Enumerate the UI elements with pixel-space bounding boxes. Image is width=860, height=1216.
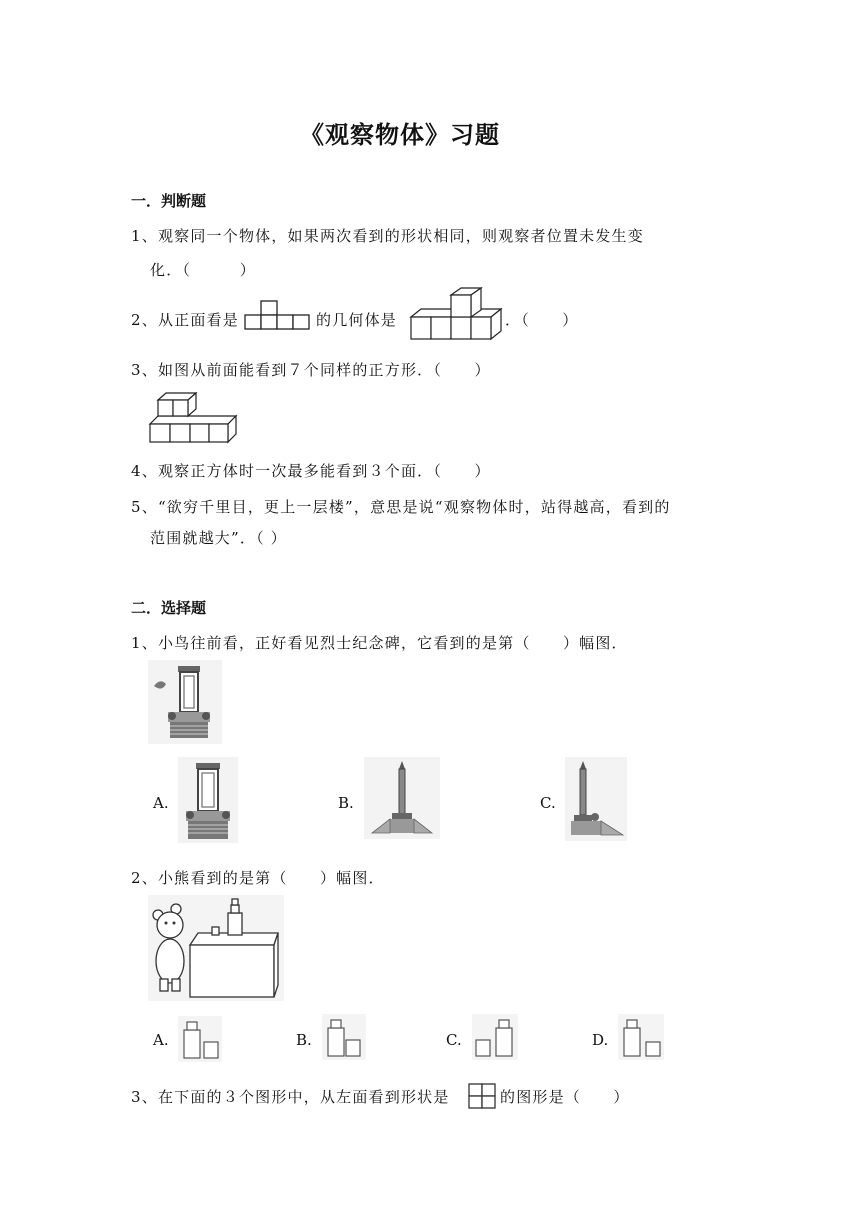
q2-option-d-label: D. [592, 1031, 609, 1049]
stacked-cubes-figure [404, 287, 504, 341]
choice-question-1: 1、小鸟往前看，正好看见烈士纪念碑，它看到的是第（ ）幅图． [131, 634, 628, 652]
q2-option-b-view [322, 1014, 366, 1060]
page-title: 《观察物体》习题 [300, 120, 500, 149]
question-1-line-1: 1、观察同一个物体，如果两次看到的形状相同，则观察者位置未发生变 [131, 227, 644, 245]
bird-and-monument-image [148, 660, 222, 744]
section-heading-true-false: 一．判断题 [131, 192, 207, 210]
question-2-suffix: ．（ ） [505, 311, 579, 329]
front-view-figure [244, 300, 312, 330]
question-3: 3、如图从前面能看到７个同样的正方形．（ ） [131, 361, 491, 379]
q2-option-a-label: A. [153, 1031, 169, 1049]
q2-option-d-view [618, 1014, 664, 1060]
two-by-two-squares-icon [468, 1083, 496, 1109]
q2-option-c-view [472, 1014, 518, 1060]
question-2-middle: 的几何体是 [316, 311, 398, 329]
question-4: 4、观察正方体时一次最多能看到３个面．（ ） [131, 462, 491, 480]
q1-option-b-monument-side [364, 757, 440, 839]
choice-question-3-prefix: 3、在下面的３个图形中，从左面看到形状是 [131, 1088, 450, 1106]
seven-squares-figure [148, 392, 238, 444]
q1-option-a-label: A. [153, 794, 169, 812]
q1-option-b-label: B. [338, 794, 354, 812]
choice-question-3-suffix: 的图形是（ ） [500, 1088, 630, 1106]
choice-question-2: 2、小熊看到的是第（ ）幅图． [131, 869, 385, 887]
q1-option-c-label: C. [540, 794, 556, 812]
q1-option-c-monument-side [565, 757, 627, 841]
q1-option-a-monument-front [178, 757, 238, 843]
section-heading-multiple-choice: 二．选择题 [131, 599, 207, 617]
question-2-prefix: 2、从正面看是 [131, 311, 239, 329]
question-5-line-2: 范围就越大”．（ ） [150, 529, 287, 547]
q2-option-c-label: C. [446, 1031, 462, 1049]
bear-and-table-image [148, 895, 284, 1001]
question-1-line-2: 化．（ ） [150, 261, 256, 279]
q2-option-b-label: B. [296, 1031, 312, 1049]
q2-option-a-view [178, 1016, 222, 1062]
question-5-line-1: 5、“欲穷千里目，更上一层楼”，意思是说“观察物体时，站得越高，看到的 [131, 498, 671, 516]
